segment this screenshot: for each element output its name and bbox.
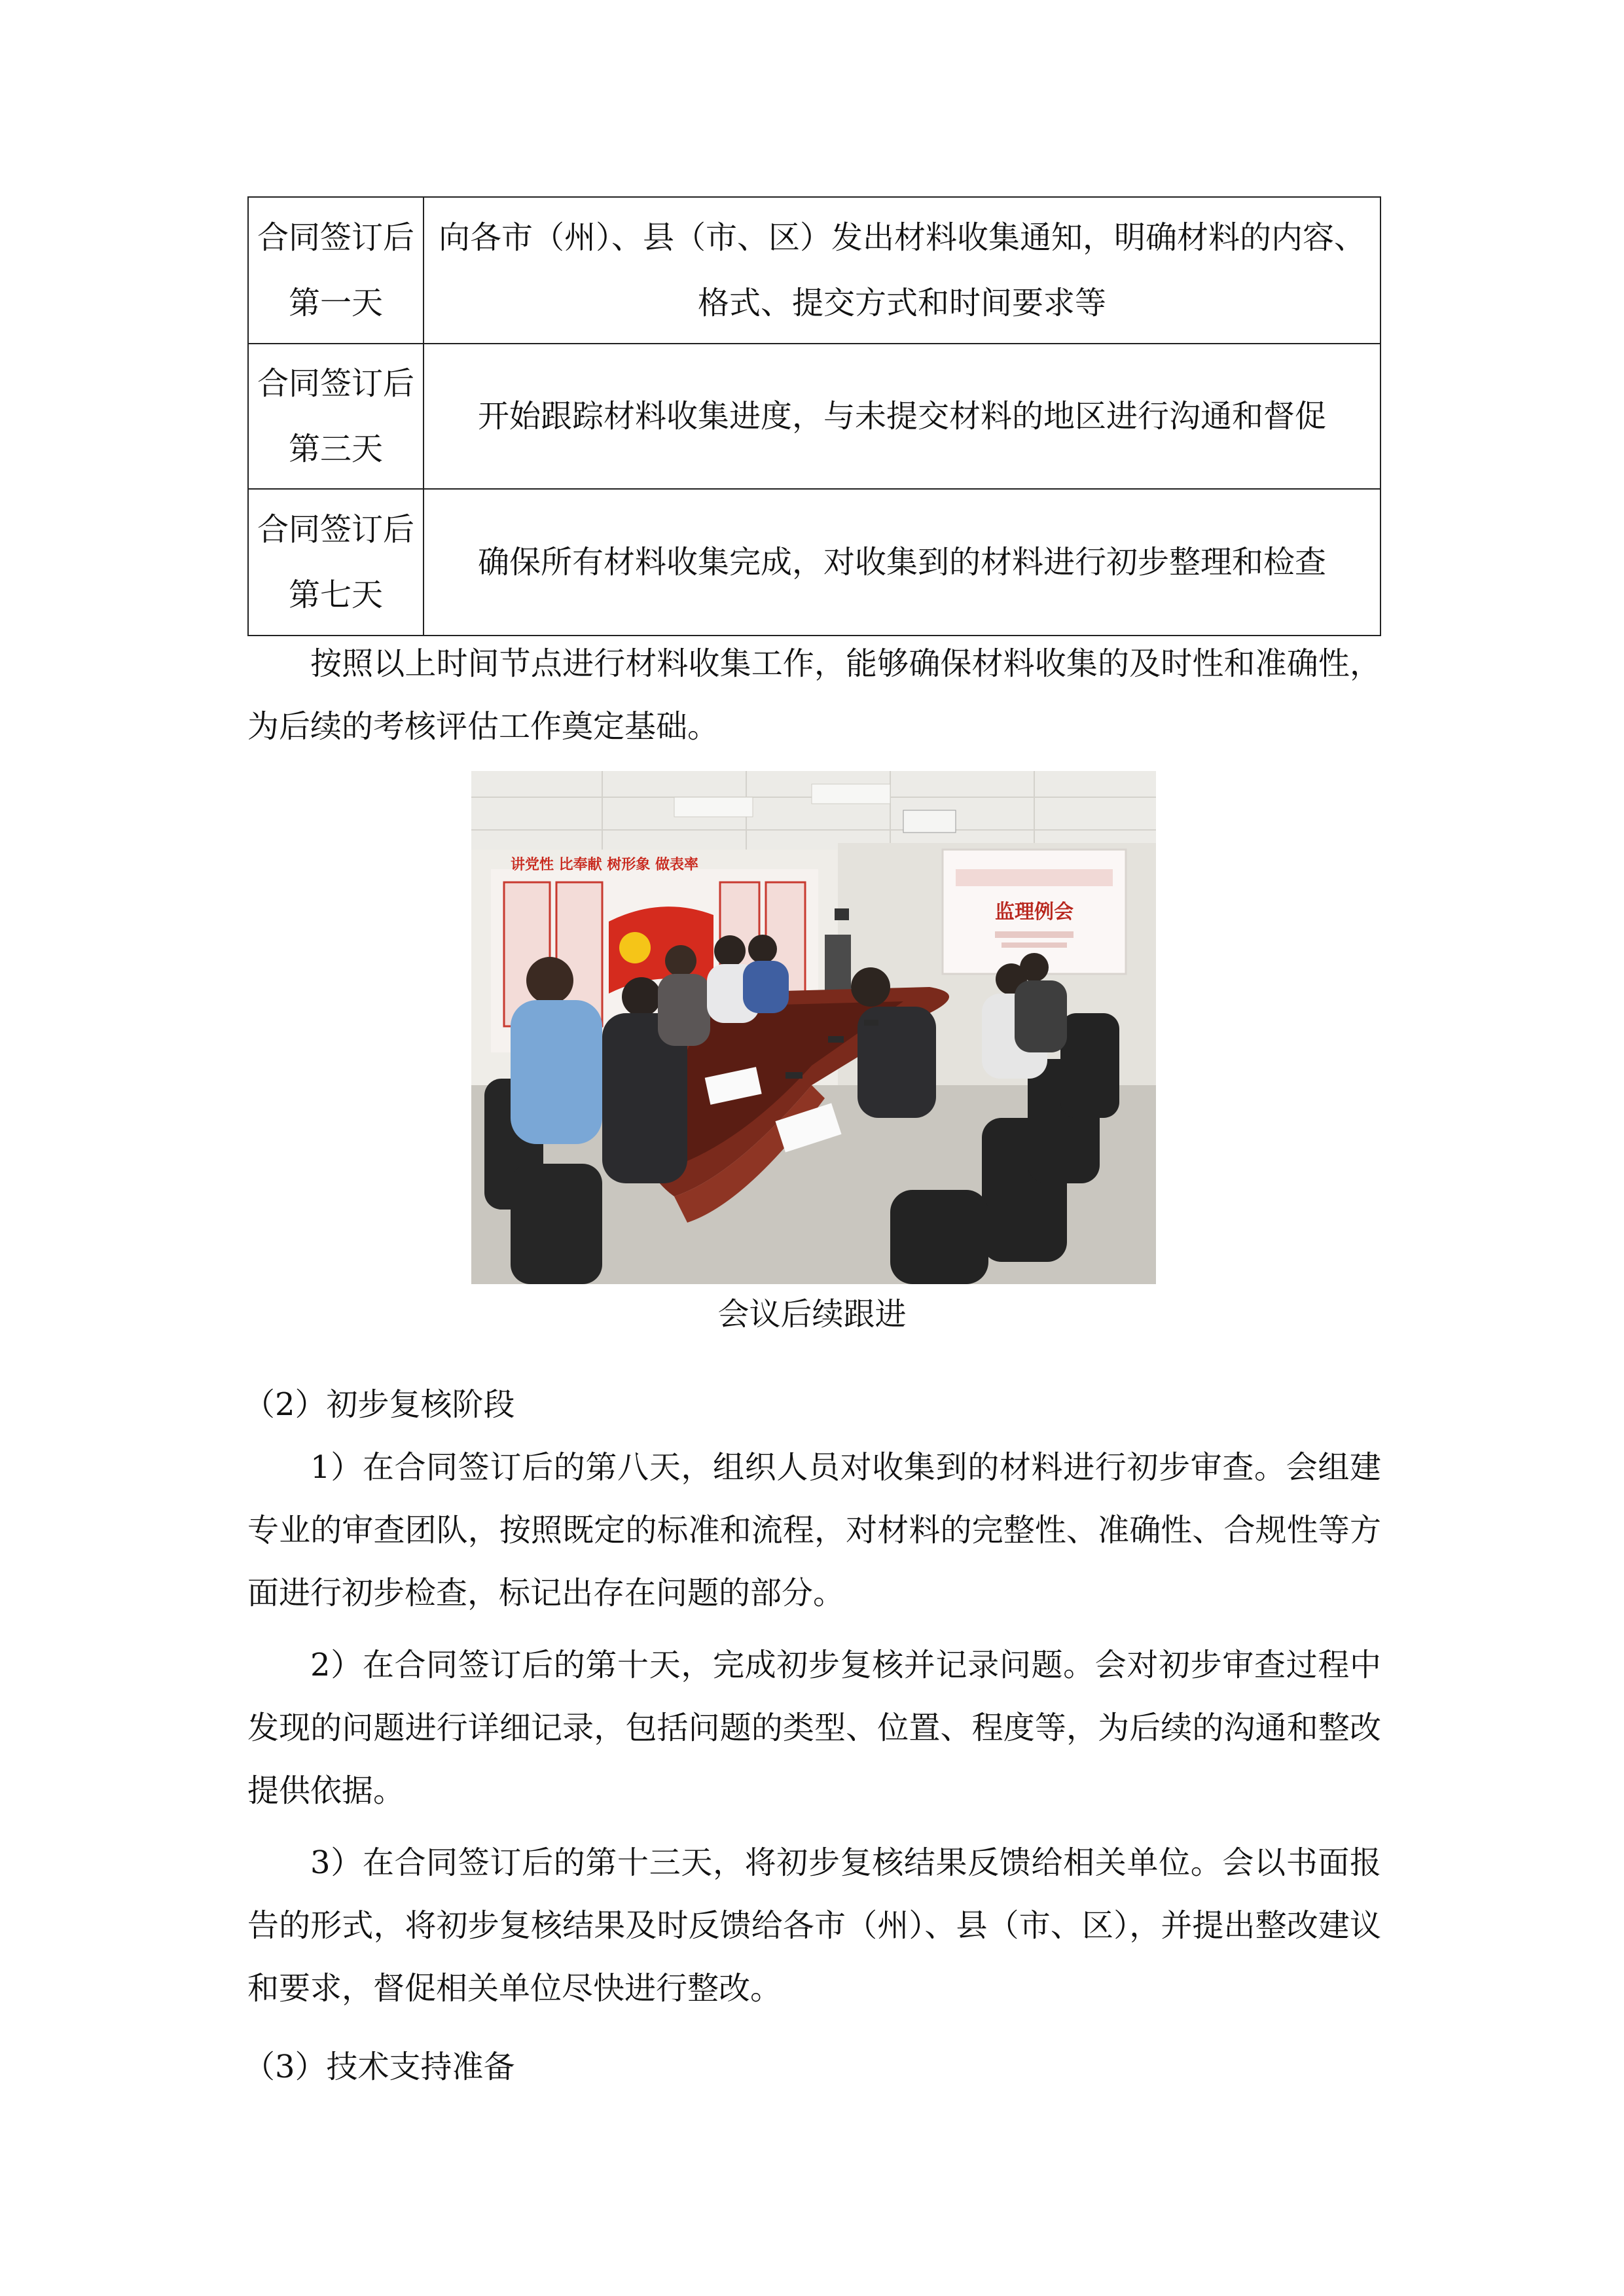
paragraph: 3）在合同签订后的第十三天，将初步复核结果反馈给相关单位。会以书面报告的形式，将初步复核结果及时反馈给各市（州）、县（市、区），并提出整改建议和要求，督促相关单位尽快进行整改。: [247, 1844, 1381, 2007]
paragraph: 2）在合同签订后的第十天，完成初步复核并记录问题。会对初步审查过程中发现的问题进行详细记录，包括问题的类型、位置、程度等，为后续的沟通和整改提供依据。: [247, 1647, 1381, 1809]
summary-paragraph: 按照以上时间节点进行材料收集工作，能够确保材料收集的及时性和准确性，为后续的考核评估工作奠定基础。: [247, 645, 1381, 745]
time-day: 第七天: [288, 577, 383, 613]
table-row: [248, 344, 1380, 489]
screen-title: 监理例会: [995, 901, 1074, 924]
figure-caption: 会议后续跟进: [717, 1296, 907, 1333]
task-cell: 开始跟踪材料收集进度，与未提交材料的地区进行沟通和督促: [424, 344, 1380, 489]
section-heading: （3）技术支持准备: [244, 2049, 515, 2085]
paragraph: 1）在合同签订后的第八天，组织人员对收集到的材料进行初步审查。会组建专业的审查团队，按照既定的标准和流程，对材料的完整性、准确性、合规性等方面进行初步检查，标记出存在问题的部分。: [247, 1449, 1381, 1611]
meeting-scene: [471, 771, 1156, 1284]
time-cell: [248, 197, 424, 344]
section-heading: （2）初步复核阶段: [244, 1386, 515, 1423]
time-day: 第一天: [288, 285, 383, 321]
time-label: 合同签订后: [257, 511, 414, 548]
meeting-photo: [471, 771, 1156, 1284]
time-cell: [248, 489, 424, 636]
schedule-table: [247, 196, 1381, 636]
time-label: 合同签订后: [257, 219, 414, 256]
time-day: 第三天: [288, 431, 383, 467]
time-label: 合同签订后: [257, 365, 414, 402]
task-cell: 向各市（州）、县（市、区）发出材料收集通知，明确材料的内容、格式、提交方式和时间要求等: [424, 197, 1380, 344]
wall-slogan: 讲党性 比奉献 树形象 做表率: [511, 857, 698, 873]
table-row: [248, 489, 1380, 636]
table-row: [248, 197, 1380, 344]
task-cell: 确保所有材料收集完成，对收集到的材料进行初步整理和检查: [424, 489, 1380, 636]
time-cell: [248, 344, 424, 489]
